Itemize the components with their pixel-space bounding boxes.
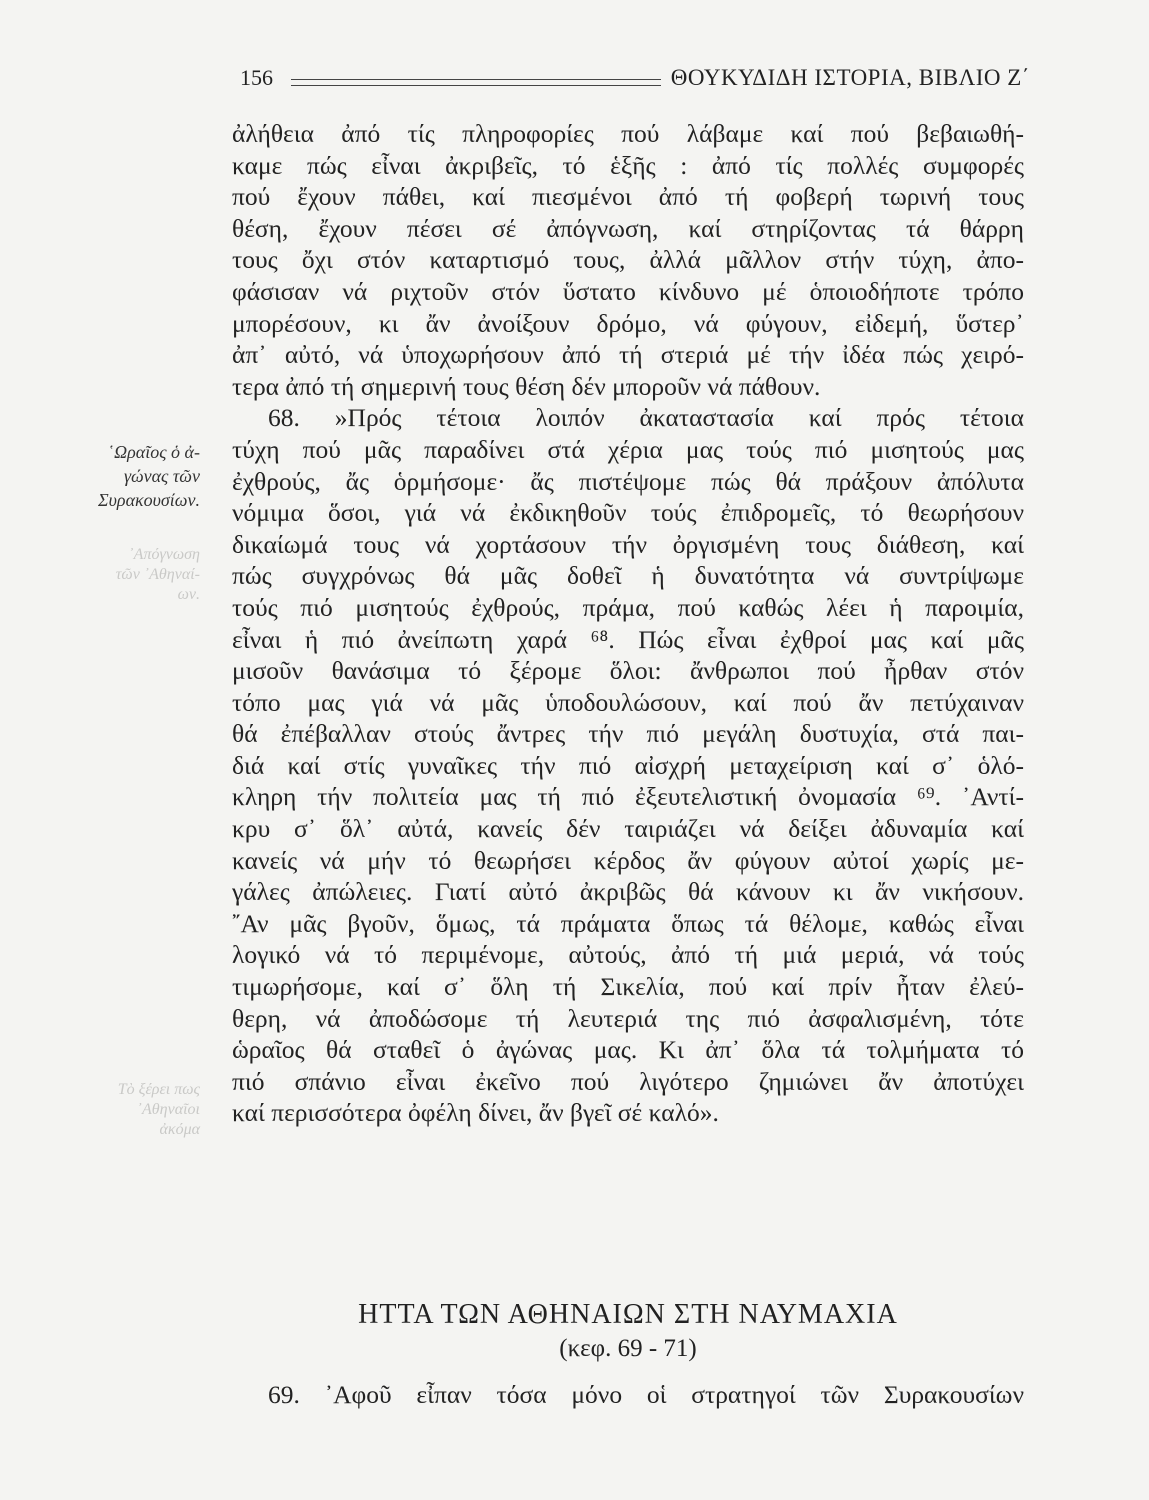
text-line: νόμιμα ὅσοι, γιά νά ἐκδικηθοῦν τούς ἐπιδρομεῖς, τό θεωρήσουν (232, 498, 1024, 528)
text-line: πιό σπάνιο εἶναι ἐκεῖνο πού λιγότερο ζημιώνει ἄν ἀποτύχει (232, 1066, 1024, 1096)
faint-note-line: ᾿Απόγνωση (128, 546, 200, 563)
margin-note-line: ῾Ωραῖος ὁ ἀ- (108, 442, 200, 462)
text-line: ὡραῖος θά σταθεῖ ὁ ἀγώνας μας. Κι ἀπ᾿ ὅλα τά τολμήματα τό (232, 1035, 1024, 1065)
text-line: θά ἐπέβαλλαν στούς ἄντρες τήν πιό μεγάλη δυστυχία, στά παι- (232, 719, 1024, 749)
body-text (232, 118, 1024, 1129)
text-line: μπορέσουν, κι ἄν ἀνοίξουν δρόμο, νά φύγουν, εἰδεμή, ὕστερ᾿ (232, 308, 1024, 338)
text-line: τιμωρήσομε, καί σ᾿ ὅλη τή Σικελία, πού καί πρίν ἦταν ἐλεύ- (232, 972, 1024, 1002)
faint-note-line: ᾿Αθηναῖοι (136, 1101, 200, 1118)
faint-note-line: ἀκόμα (159, 1121, 200, 1138)
text-line: κρυ σ᾿ ὅλ᾿ αὐτά, κανείς δέν ταιριάζει νά δείξει ἀδυναμία καί (232, 814, 1024, 844)
text-line: πώς συγχρόνως θά μᾶς δοθεῖ ἡ δυνατότητα νά συντρίψωμε (232, 561, 1024, 591)
page-number: 156 (240, 65, 273, 90)
section-subheading: (κεφ. 69 - 71) (559, 1335, 697, 1362)
faint-note-line: Τὸ ξέρει πως (117, 1081, 200, 1098)
text-line: ῎Αν μᾶς βγοῦν, ὅμως, τά πράματα ὅπως τά θέλομε, καθώς εἶναι (232, 908, 1024, 938)
text-line: γάλες ἀπώλειες. Γιατί αὐτό ἀκριβῶς θά κάνουν κι ἄν νικήσουν. (232, 877, 1024, 907)
text-line: τερα ἀπό τή σημερινή τους θέση δέν μποροῦν νά πάθουν. (232, 371, 821, 401)
page-header (240, 58, 1030, 98)
text-line: πού ἔχουν πάθει, καί πιεσμένοι ἀπό τή φοβερή τωρινή τους (232, 182, 1024, 212)
text-line: τούς πιό μισητούς ἐχθρούς, πράμα, πού καθώς λέει ἡ παροιμία, (232, 592, 1024, 622)
text-line: τύχη πού μᾶς παραδίνει στά χέρια μας τούς πιό μισητούς μας (232, 434, 1024, 464)
faint-margin-note (70, 545, 200, 605)
text-line: καί περισσότερα ὀφέλη δίνει, ἄν βγεῖ σέ καλό». (232, 1098, 719, 1128)
text-line: ἐχθρούς, ἄς ὁρμήσομε· ἄς πιστέψομε πώς θά πράξουν ἀπόλυτα (232, 466, 1024, 496)
text-line: κληρη τήν πολιτεία μας τή πιό ἐξευτελιστική ὀνομασία ⁶⁹. ᾿Αντί- (232, 782, 1024, 812)
faint-note-line: ων. (177, 586, 200, 603)
text-line: εἶναι ἡ πιό ἀνείπωτη χαρά ⁶⁸. Πώς εἶναι ἐχθροί μας καί μᾶς (232, 624, 1024, 654)
text-line: διά καί στίς γυναῖκες τήν πιό αἰσχρή μεταχείριση καί σ᾿ ὁλό- (232, 750, 1024, 780)
section-heading-block (232, 1298, 1024, 1366)
text-line: τους ὄχι στόν καταρτισμό τους, ἀλλά μᾶλλον στήν τύχη, ἀπο- (232, 245, 1024, 275)
text-line: λογικό νά τό περιμένομε, αὐτούς, ἀπό τή μιά μεριά, νά τούς (232, 940, 1024, 970)
faint-margin-note (40, 1080, 200, 1140)
margin-note-line: Συρακουσίων. (97, 490, 200, 510)
text-line: μισοῦν θανάσιμα τό ξέρομε ὅλοι: ἄνθρωποι πού ἦρθαν στόν (232, 656, 1024, 686)
margin-note-line: γώνας τῶν (123, 466, 200, 486)
text-line: τόπο μας γιά νά μᾶς ὑποδουλώσουν, καί πού ἄν πετύχαιναν (232, 687, 1024, 717)
faint-note-line: τῶν ᾿Αθηναί- (115, 566, 200, 583)
paragraph-start-line: 68. »Πρός τέτοια λοιπόν ἀκαταστασία καί πρός τέτοια (268, 403, 1024, 433)
text-line: καμε πώς εἶναι ἀκριβεῖς, τό ἑξῆς : ἀπό τίς πολλές συμφορές (232, 150, 1024, 180)
paragraph-start-line: 69. ᾿Αφοῦ εἶπαν τόσα μόνο οἱ στρατηγοί τῶν Συρακουσίων (268, 1380, 1024, 1409)
running-head: ΘΟΥΚΥΔΙΔΗ ΙΣΤΟΡΙΑ, ΒΙΒΛΙΟ Ζ΄ (670, 65, 1030, 90)
text-line: θέση, ἔχουν πέσει σέ ἀπόγνωση, καί στηρίζοντας τά θάρρη (232, 213, 1024, 243)
section-heading: ΗΤΤΑ ΤΩΝ ΑΘΗΝΑΙΩΝ ΣΤΗ ΝΑΥΜΑΧΙΑ (358, 1299, 898, 1330)
text-line: ἀπ᾿ αὐτό, νά ὑποχωρήσουν ἀπό τή στεριά μέ τήν ἰδέα πώς χειρό- (232, 340, 1024, 370)
text-line: κανείς νά μήν τό θεωρήσει κέρδος ἄν φύγουν αὐτοί χωρίς με- (232, 845, 1024, 875)
text-line: φάσισαν νά ριχτοῦν στόν ὕστατο κίνδυνο μέ ὁποιοδήποτε τρόπο (232, 276, 1024, 306)
text-line: ἀλήθεια ἀπό τίς πληροφορίες πού λάβαμε καί πού βεβαιωθή- (232, 119, 1024, 148)
text-line: θερη, νά ἀποδώσομε τή λευτεριά της πιό ἀσφαλισμένη, τότε (232, 1003, 1024, 1033)
header-rule (291, 79, 661, 86)
margin-note (40, 440, 200, 512)
text-line: δικαίωμά τους νά χορτάσουν τήν ὀργισμένη τους διάθεση, καί (232, 529, 1024, 559)
